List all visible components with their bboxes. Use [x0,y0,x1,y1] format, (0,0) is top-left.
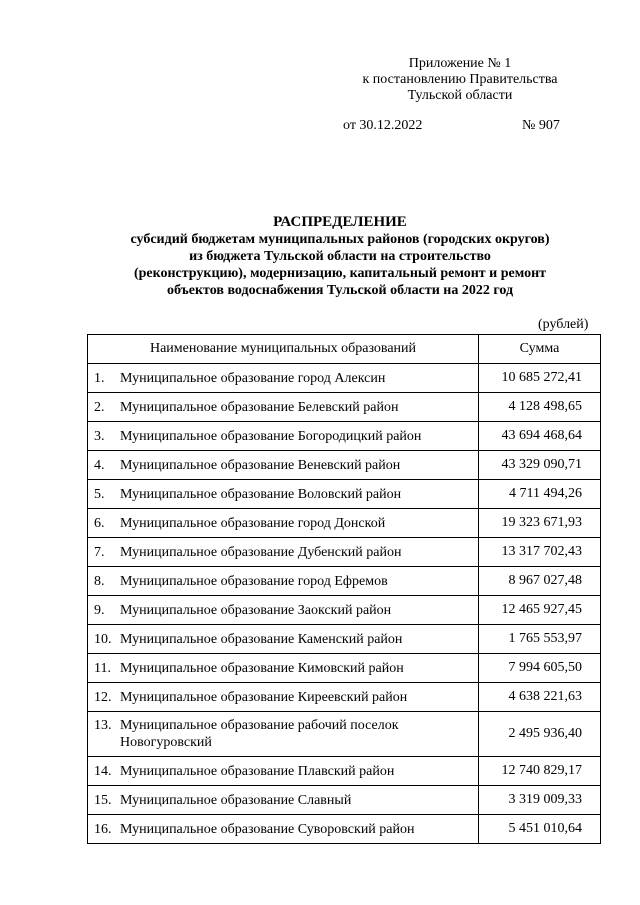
row-sum: 7 994 605,50 [479,654,601,683]
row-name: Муниципальное образование Дубенский район [120,544,402,560]
row-name: Муниципальное образование Богородицкий район [120,428,422,444]
title-line: из бюджета Тульской области на строительство [189,249,491,264]
row-number: 2. [94,399,105,415]
row-sum: 2 495 936,40 [479,712,601,757]
table-row [88,654,601,683]
header-name: Наименование муниципальных образований [88,335,479,364]
row-sum: 4 711 494,26 [479,480,601,509]
row-number: 16. [94,821,112,837]
row-name: Муниципальное образование Заокский район [120,602,392,618]
row-sum: 10 685 272,41 [479,364,601,393]
row-sum: 1 765 553,97 [479,625,601,654]
document-date: от 30.12.2022 [343,118,423,133]
row-name-cell [88,815,479,844]
title-heading: РАСПРЕДЕЛЕНИЕ [273,214,407,230]
row-name: Муниципальное образование рабочий поселок Новогуровский [120,718,399,750]
row-name: Муниципальное образование Воловский район [120,486,402,502]
row-sum: 19 323 671,93 [479,509,601,538]
row-sum: 4 638 221,63 [479,683,601,712]
table-body [88,364,601,844]
row-name: Муниципальное образование город Донской [120,515,386,531]
row-name: Муниципальное образование город Алексин [120,370,386,386]
appendix-line: Тульской области [407,88,513,103]
row-name-cell [88,480,479,509]
row-name: Муниципальное образование Плавский район [120,763,395,779]
row-name-cell [88,757,479,786]
row-name-cell [88,683,479,712]
row-name: Муниципальное образование Веневский район [120,457,401,473]
row-number: 10. [94,631,112,647]
row-name-cell [88,422,479,451]
row-number: 1. [94,370,105,386]
row-number: 14. [94,763,112,779]
row-number: 8. [94,573,105,589]
row-name-cell [88,625,479,654]
table-row [88,567,601,596]
appendix-line: к постановлению Правительства [362,72,558,87]
row-sum: 12 465 927,45 [479,596,601,625]
row-name-cell [88,393,479,422]
row-name: Муниципальное образование Кимовский район [120,660,404,676]
table-row [88,422,601,451]
title-line: субсидий бюджетам муниципальных районов (городских округов) [130,232,550,247]
row-number: 3. [94,428,105,444]
row-number: 13. [94,718,112,733]
row-name: Муниципальное образование Киреевский район [120,689,408,705]
row-name-cell [88,712,479,757]
row-name-cell [88,509,479,538]
row-number: 7. [94,544,105,560]
row-name-cell [88,654,479,683]
table-row [88,509,601,538]
appendix-header [320,56,600,104]
table-row [88,451,601,480]
row-number: 11. [94,660,111,676]
row-name-cell [88,596,479,625]
document-title [60,214,620,299]
document-number: № 907 [522,118,560,133]
row-number: 12. [94,689,112,705]
row-sum: 3 319 009,33 [479,786,601,815]
title-line: (реконструкцию), модернизацию, капитальный ремонт и ремонт [133,266,547,281]
header-sum: Сумма [479,335,601,364]
table-row [88,815,601,844]
row-name-cell [88,364,479,393]
row-sum: 13 317 702,43 [479,538,601,567]
row-number: 15. [94,792,112,808]
table-row [88,393,601,422]
row-name: Муниципальное образование Суворовский район [120,821,415,837]
row-name: Муниципальное образование город Ефремов [120,573,388,589]
row-sum: 12 740 829,17 [479,757,601,786]
row-name: Муниципальное образование Каменский район [120,631,403,647]
row-sum: 5 451 010,64 [479,815,601,844]
table-row [88,712,601,757]
row-name: Муниципальное образование Белевский район [120,399,399,415]
row-number: 5. [94,486,105,502]
row-name-cell [88,538,479,567]
row-number: 9. [94,602,105,618]
row-number: 4. [94,457,105,473]
table-row [88,786,601,815]
distribution-table [87,334,601,844]
title-line: объектов водоснабжения Тульской области на 2022 год [166,283,514,298]
table-header-row [88,335,601,364]
table-row [88,625,601,654]
row-name-cell [88,451,479,480]
table-row [88,596,601,625]
table-row [88,538,601,567]
table-row [88,364,601,393]
row-sum: 43 694 468,64 [479,422,601,451]
table-row [88,757,601,786]
row-sum: 8 967 027,48 [479,567,601,596]
row-name: Муниципальное образование Славный [120,792,352,808]
row-name-cell [88,786,479,815]
table-row [88,683,601,712]
unit-label: (рублей) [538,317,589,332]
row-sum: 43 329 090,71 [479,451,601,480]
row-sum: 4 128 498,65 [479,393,601,422]
table-row [88,480,601,509]
appendix-line: Приложение № 1 [408,56,512,71]
row-number: 6. [94,515,105,531]
row-name-cell [88,567,479,596]
